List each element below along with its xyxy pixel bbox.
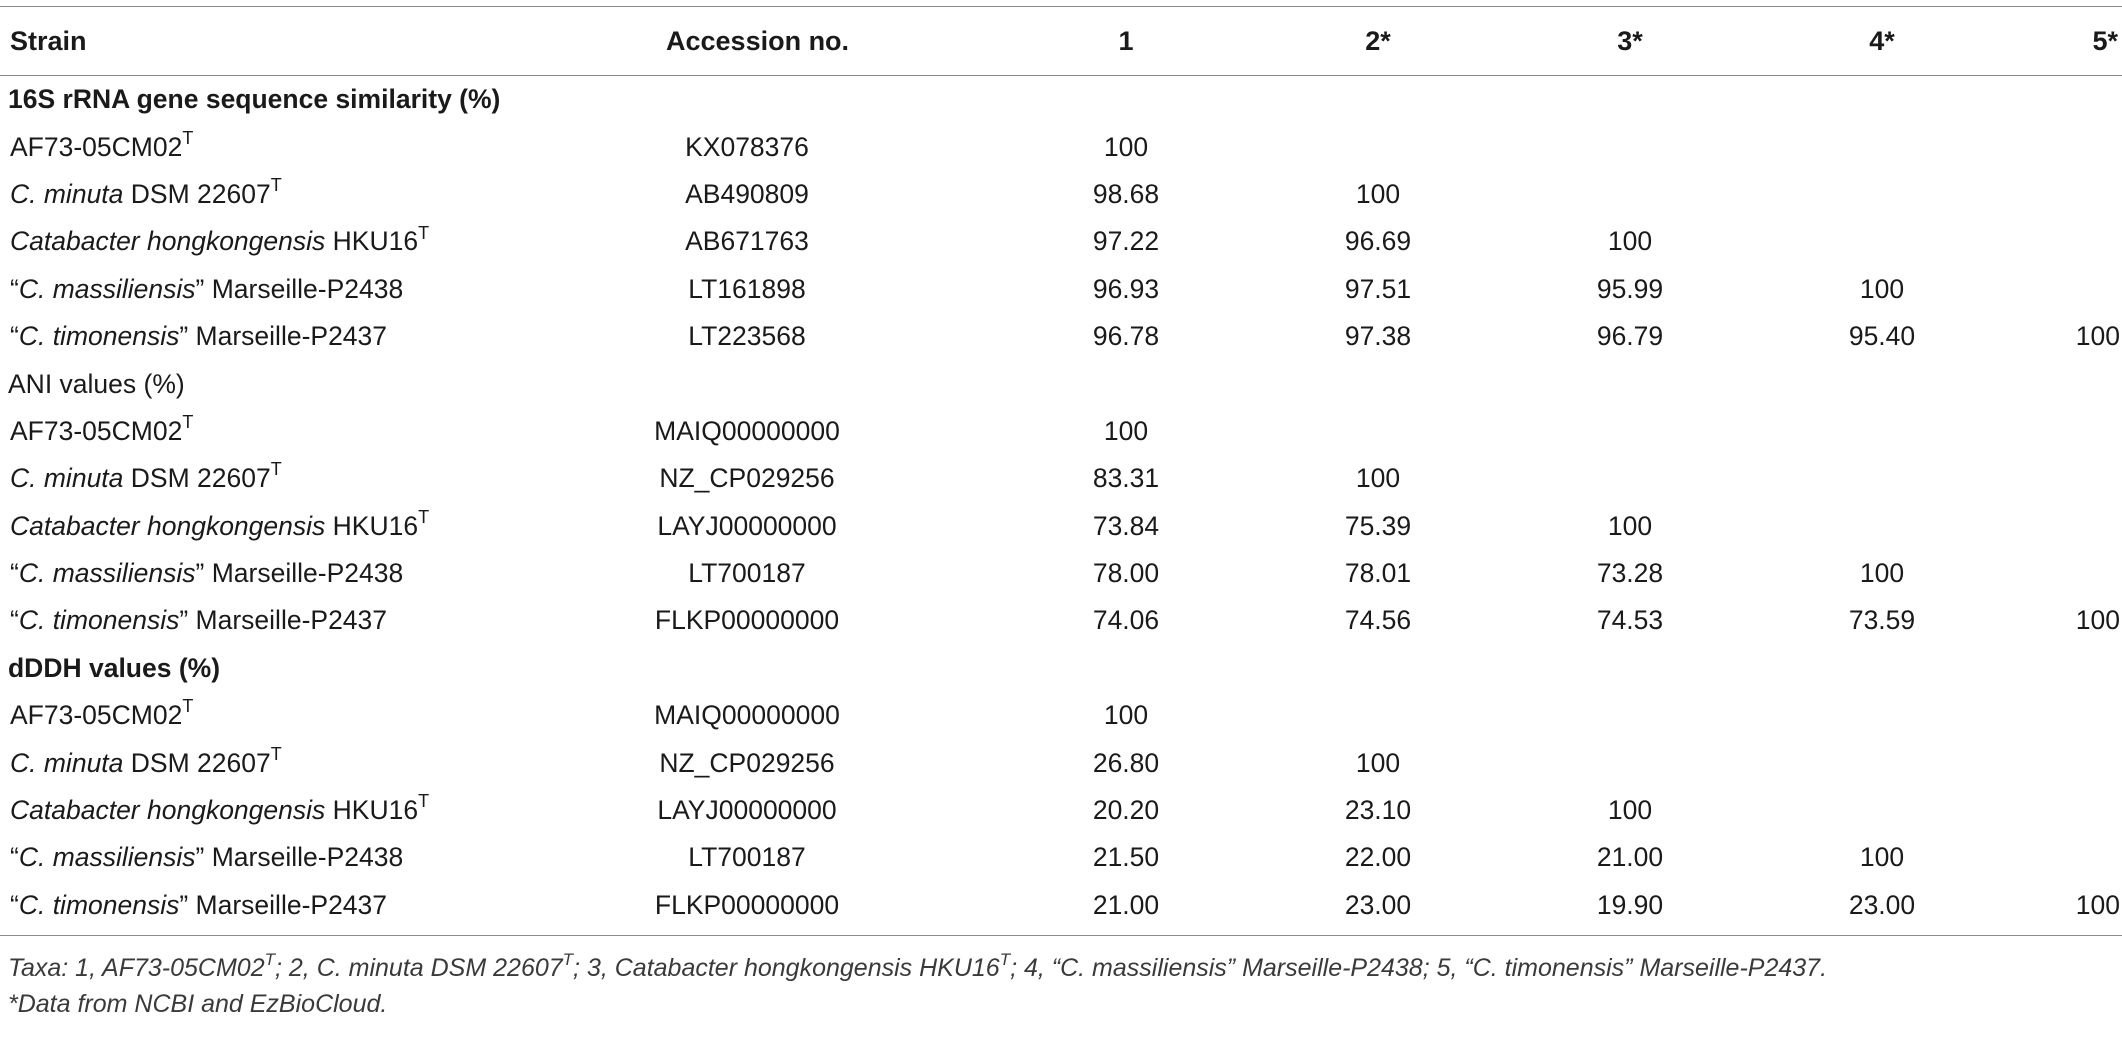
- type-strain-marker: T: [270, 743, 282, 764]
- type-strain-marker: T: [418, 222, 430, 243]
- value-cell-col-4: [1756, 787, 2008, 834]
- table-row: [0, 171, 2122, 218]
- value-cell-col-5: 100: [2075, 889, 2120, 920]
- strain-designation: HKU16: [325, 226, 419, 257]
- accession-cell: [640, 123, 1000, 170]
- section-title: 16S rRNA gene sequence similarity (%): [8, 84, 501, 115]
- strain-cell: [0, 171, 640, 218]
- strain-quote: “: [10, 842, 19, 873]
- table-row: [0, 834, 2122, 881]
- value-cell-col-1: 100: [1103, 131, 1149, 162]
- table-body: [0, 76, 2122, 929]
- table-row: [0, 266, 2122, 313]
- strain-cell: [0, 503, 640, 550]
- strain-designation: AF73-05CM02: [10, 415, 183, 446]
- value-cell-col-2: 75.39: [1344, 510, 1412, 541]
- value-cell-col-4: [1756, 503, 2008, 550]
- strain-cell: [0, 123, 640, 170]
- accession-cell: [640, 692, 1000, 739]
- value-cell-col-4: [1756, 171, 2008, 218]
- strain-cell: [0, 787, 640, 834]
- value-cell-col-2: [1252, 692, 1504, 739]
- value-cell-col-4: 100: [1859, 842, 1905, 873]
- accession-number: MAIQ00000000: [654, 415, 840, 446]
- type-strain-marker: T: [182, 127, 194, 148]
- strain-designation: ” Marseille-P2437: [179, 605, 388, 636]
- value-cell-col-3: [1504, 455, 1756, 502]
- value-cell-col-2: 97.51: [1344, 273, 1412, 304]
- strain-designation: ” Marseille-P2438: [195, 842, 404, 873]
- value-cell-col-1: 100: [1103, 415, 1149, 446]
- value-cell-col-3: 19.90: [1596, 889, 1664, 920]
- section-header-row: [0, 76, 2122, 123]
- strain-species-name: Catabacter hongkongensis: [10, 226, 326, 257]
- accession-number: LT700187: [688, 558, 806, 589]
- section-header-row: [0, 360, 2122, 407]
- header-accession: Accession no.: [666, 25, 850, 56]
- value-cell-col-5: [2008, 171, 2122, 218]
- accession-number: MAIQ00000000: [654, 700, 840, 731]
- header-col-2: 2*: [1365, 25, 1391, 56]
- value-cell-col-4: [1756, 408, 2008, 455]
- value-cell-col-5: [2008, 218, 2122, 265]
- value-cell-col-1: 78.00: [1092, 558, 1160, 589]
- strain-species-name: C. minuta: [10, 178, 124, 209]
- accession-number: LT223568: [688, 321, 806, 352]
- value-cell-col-3: 100: [1607, 795, 1653, 826]
- strain-species-name: C. timonensis: [18, 605, 180, 636]
- value-cell-col-4: [1756, 123, 2008, 170]
- value-cell-col-4: 73.59: [1848, 605, 1916, 636]
- strain-designation: ” Marseille-P2438: [195, 273, 404, 304]
- value-cell-col-1: 73.84: [1092, 510, 1160, 541]
- strain-designation: HKU16: [325, 795, 419, 826]
- accession-number: AB490809: [685, 178, 809, 209]
- strain-species-name: C. timonensis: [18, 889, 180, 920]
- accession-cell: [640, 503, 1000, 550]
- value-cell-col-3: 73.28: [1596, 558, 1664, 589]
- value-cell-col-4: [1756, 739, 2008, 786]
- header-col-1: 1: [1118, 25, 1134, 56]
- value-cell-col-5: 100: [2075, 321, 2120, 352]
- accession-cell: [640, 455, 1000, 502]
- strain-designation: ” Marseille-P2437: [179, 321, 388, 352]
- table-row: [0, 739, 2122, 786]
- accession-cell: [640, 597, 1000, 644]
- strain-designation: HKU16: [325, 510, 419, 541]
- strain-quote: “: [10, 889, 19, 920]
- value-cell-col-3: 96.79: [1596, 321, 1664, 352]
- value-cell-col-4: 23.00: [1848, 889, 1916, 920]
- value-cell-col-4: [1756, 455, 2008, 502]
- value-cell-col-1: 21.00: [1092, 889, 1160, 920]
- value-cell-col-5: 100: [2075, 605, 2120, 636]
- strain-designation: DSM 22607: [123, 463, 271, 494]
- value-cell-col-1: 74.06: [1092, 605, 1160, 636]
- value-cell-col-2: 100: [1355, 463, 1401, 494]
- strain-species-name: C. minuta: [10, 463, 124, 494]
- header-col-5: 5*: [2092, 25, 2118, 56]
- strain-species-name: C. massiliensis: [18, 842, 196, 873]
- value-cell-col-1: 26.80: [1092, 747, 1160, 778]
- table-row: [0, 787, 2122, 834]
- accession-cell: [640, 787, 1000, 834]
- section-header-row: [0, 645, 2122, 692]
- accession-number: NZ_CP029256: [659, 463, 835, 494]
- accession-number: LAYJ00000000: [657, 510, 837, 541]
- strain-designation: DSM 22607: [123, 178, 271, 209]
- strain-cell: [0, 692, 640, 739]
- table-row: [0, 882, 2122, 929]
- accession-cell: [640, 171, 1000, 218]
- strain-cell: [0, 597, 640, 644]
- value-cell-col-2: 100: [1355, 747, 1401, 778]
- accession-number: FLKP00000000: [654, 889, 840, 920]
- strain-species-name: C. minuta: [10, 747, 124, 778]
- strain-cell: [0, 882, 640, 929]
- strain-species-name: C. massiliensis: [18, 558, 196, 589]
- value-cell-col-3: 74.53: [1596, 605, 1664, 636]
- strain-designation: ” Marseille-P2438: [195, 558, 404, 589]
- strain-cell: [0, 739, 640, 786]
- table-row: [0, 692, 2122, 739]
- type-strain-marker: T: [182, 696, 194, 717]
- strain-cell: [0, 455, 640, 502]
- value-cell-col-2: 23.00: [1344, 889, 1412, 920]
- strain-cell: [0, 266, 640, 313]
- strain-quote: “: [10, 605, 19, 636]
- value-cell-col-2: 96.69: [1344, 226, 1412, 257]
- value-cell-col-1: 21.50: [1092, 842, 1160, 873]
- type-strain-marker: T: [270, 459, 282, 480]
- section-title: ANI values (%): [8, 368, 185, 399]
- value-cell-col-5: [2008, 550, 2122, 597]
- value-cell-col-5: [2008, 503, 2122, 550]
- value-cell-col-3: [1504, 692, 1756, 739]
- accession-cell: [640, 408, 1000, 455]
- strain-species-name: C. timonensis: [18, 321, 180, 352]
- table-footnote: [0, 936, 2122, 1022]
- value-cell-col-2: 78.01: [1344, 558, 1412, 589]
- similarity-table: [0, 7, 2122, 929]
- value-cell-col-2: 22.00: [1344, 842, 1412, 873]
- footnote-taxa-line: Taxa: 1, $AF73-05CM02^T$; 2, C. minuta DSM $22607^T$; 3, Catabacter hongkongensis $HKU16^T$; 4, “C. massiliensis” Marseille-P2438; 5, “C. timonensis” Marseille-P2437.: [8, 949, 1828, 983]
- value-cell-col-4: 100: [1859, 273, 1905, 304]
- value-cell-col-4: [1756, 692, 2008, 739]
- accession-cell: [640, 882, 1000, 929]
- accession-cell: [640, 313, 1000, 360]
- strain-cell: [0, 834, 640, 881]
- value-cell-col-4: 95.40: [1848, 321, 1916, 352]
- type-strain-marker: T: [418, 506, 430, 527]
- accession-number: LT700187: [688, 842, 806, 873]
- table-row: [0, 123, 2122, 170]
- value-cell-col-2: 100: [1355, 178, 1401, 209]
- strain-cell: [0, 313, 640, 360]
- table-row: [0, 218, 2122, 265]
- value-cell-col-3: [1504, 408, 1756, 455]
- header-strain: Strain: [10, 25, 87, 56]
- strain-designation: DSM 22607: [123, 747, 271, 778]
- table-row: [0, 550, 2122, 597]
- table-row: [0, 503, 2122, 550]
- strain-quote: “: [10, 321, 19, 352]
- value-cell-col-5: [2008, 455, 2122, 502]
- value-cell-col-2: [1252, 123, 1504, 170]
- strain-cell: [0, 550, 640, 597]
- strain-cell: [0, 408, 640, 455]
- value-cell-col-1: 83.31: [1092, 463, 1160, 494]
- type-strain-marker: T: [418, 791, 430, 812]
- accession-cell: [640, 266, 1000, 313]
- strain-cell: [0, 218, 640, 265]
- value-cell-col-3: 95.99: [1596, 273, 1664, 304]
- value-cell-col-3: 100: [1607, 510, 1653, 541]
- value-cell-col-1: 20.20: [1092, 795, 1160, 826]
- table-row: [0, 455, 2122, 502]
- strain-designation: AF73-05CM02: [10, 700, 183, 731]
- strain-designation: AF73-05CM02: [10, 131, 183, 162]
- value-cell-col-3: [1504, 739, 1756, 786]
- accession-cell: [640, 739, 1000, 786]
- value-cell-col-1: 98.68: [1092, 178, 1160, 209]
- value-cell-col-5: [2008, 123, 2122, 170]
- strain-quote: “: [10, 558, 19, 589]
- value-cell-col-3: [1504, 171, 1756, 218]
- strain-species-name: Catabacter hongkongensis: [10, 795, 326, 826]
- accession-cell: [640, 550, 1000, 597]
- value-cell-col-5: [2008, 408, 2122, 455]
- footnote-source-line: *Data from NCBI and EzBioCloud.: [8, 990, 388, 1019]
- value-cell-col-1: 96.78: [1092, 321, 1160, 352]
- accession-number: LT161898: [688, 273, 806, 304]
- value-cell-col-5: [2008, 739, 2122, 786]
- value-cell-col-5: [2008, 834, 2122, 881]
- value-cell-col-4: 100: [1859, 558, 1905, 589]
- value-cell-col-1: 97.22: [1092, 226, 1160, 257]
- table-header: [0, 7, 2122, 76]
- header-col-3: 3*: [1617, 25, 1643, 56]
- section-title: dDDH values (%): [8, 652, 221, 683]
- value-cell-col-1: 96.93: [1092, 273, 1160, 304]
- value-cell-col-3: 21.00: [1596, 842, 1664, 873]
- table-row: [0, 597, 2122, 644]
- strain-species-name: C. massiliensis: [18, 273, 196, 304]
- accession-number: KX078376: [685, 131, 809, 162]
- accession-number: FLKP00000000: [654, 605, 840, 636]
- value-cell-col-3: [1504, 123, 1756, 170]
- strain-quote: “: [10, 273, 19, 304]
- accession-cell: [640, 218, 1000, 265]
- value-cell-col-5: [2008, 692, 2122, 739]
- value-cell-col-1: 100: [1103, 700, 1149, 731]
- accession-cell: [640, 834, 1000, 881]
- table-row: [0, 313, 2122, 360]
- table-row: [0, 408, 2122, 455]
- type-strain-marker: T: [270, 175, 282, 196]
- value-cell-col-5: [2008, 787, 2122, 834]
- type-strain-marker: T: [182, 412, 194, 433]
- value-cell-col-5: [2008, 266, 2122, 313]
- accession-number: LAYJ00000000: [657, 795, 837, 826]
- value-cell-col-2: 74.56: [1344, 605, 1412, 636]
- value-cell-col-4: [1756, 218, 2008, 265]
- value-cell-col-2: [1252, 408, 1504, 455]
- value-cell-col-3: 100: [1607, 226, 1653, 257]
- value-cell-col-2: 23.10: [1344, 795, 1412, 826]
- strain-species-name: Catabacter hongkongensis: [10, 510, 326, 541]
- value-cell-col-2: 97.38: [1344, 321, 1412, 352]
- strain-designation: ” Marseille-P2437: [179, 889, 388, 920]
- accession-number: NZ_CP029256: [659, 747, 835, 778]
- header-col-4: 4*: [1869, 25, 1895, 56]
- accession-number: AB671763: [685, 226, 809, 257]
